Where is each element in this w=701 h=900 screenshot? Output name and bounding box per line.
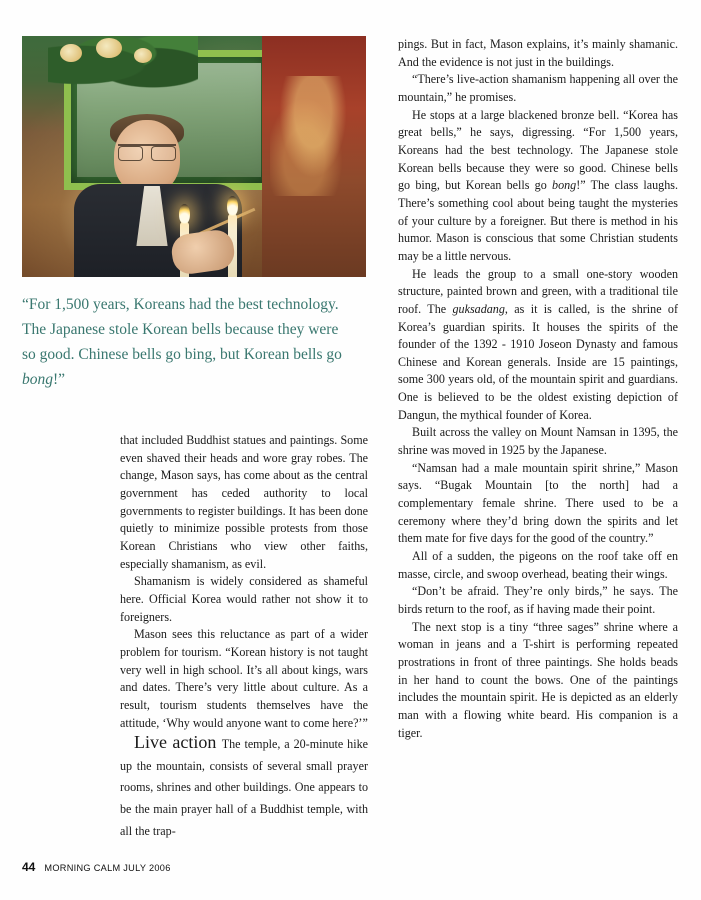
paragraph: “Don’t be afraid. They’re only birds,” he says. The birds return to the roof, as if having made their point. — [398, 584, 678, 616]
paragraph: Mason sees this reluctance as part of a wider problem for tourism. “Korean history is not taught very well in high school. It’s all about kings, wars and dates. There’s very little about culture. As a result, tourism students themselves have the attitude, ‘Why would anyone want to come here?’” — [120, 627, 368, 730]
paragraph: “Namsan had a male mountain spirit shrine,” Mason says. “Bugak Mountain [to the north] had a complementary female shrine. There used to be a ceremony where they’d bring down the spirits and let them mate for five days for the good of the country.” — [398, 460, 678, 546]
subhead-label: Live action — [134, 732, 217, 753]
paragraph: Shamanism is widely considered as shameful here. Official Korea would rather not show it to foreigners. — [120, 574, 368, 624]
paragraph: “There’s live-action shamanism happening all over the mountain,” he promises. — [398, 72, 678, 104]
article-photo — [22, 36, 366, 277]
temple-mural-panel — [262, 36, 366, 277]
flame-icon — [227, 196, 238, 216]
paragraph: He leads the group to a small one-story wooden structure, painted brown and green, with a traditional tile roof. The guksadang, as it is called, is the shrine of Korea’s guardian spirits. It houses the spirits of the founder of the 1392 - 1910 Joseon Dynasty and famous Chinese and Korean generals. Inside are 15 paintings, some 300 years old, of the mountain spirit and guardians. One is believed to be the oldest existing depiction of Dangun, the mythical founder of Korea. — [398, 266, 679, 422]
section-subhead — [120, 732, 368, 840]
paragraph: pings. But in fact, Mason explains, it’s mainly shamanic. And the evidence is not just in the buildings. — [398, 37, 678, 69]
page-footer — [22, 860, 171, 874]
paragraph: The next stop is a tiny “three sages” shrine where a woman in jeans and a T-shirt is performing repeated prostrations in front of three paintings. She holds beads in her hand to count the bows. One of the paintings includes the mountain spirit. He is depicted as an elderly man with a flowing white beard. His companion is a tiger. — [398, 619, 678, 740]
page-number: 44 — [22, 860, 36, 874]
paragraph: He stops at a large blackened bronze bell. “Korea has great bells,” he says, digressing. “For 1,500 years, Koreans had the best technology. The Japanese stole Korean bells because they were so good. Chinese bells go bing, but Korean bells go bong!” The class laughs. There’s something cool about being taught the mysteries of your culture by a foreigner. But there is method in his humor. Mason is conscious that some Christian students may be a little nervous. — [398, 107, 678, 263]
publication-line: MORNING CALM JULY 2006 — [44, 863, 171, 873]
photo-background — [22, 36, 366, 277]
flower-icon — [96, 38, 122, 58]
right-text-column — [398, 36, 678, 742]
subhead-body: The temple, a 20-minute hike up the mountain, consists of several small prayer rooms, shrines and other buildings. One appears to be the main prayer hall of a Buddhist temple, with all the trap- — [120, 737, 369, 838]
flame-icon — [179, 204, 190, 224]
paragraph: Built across the valley on Mount Namsan in 1395, the shrine was moved in 1925 by the Japanese. — [398, 425, 678, 458]
left-text-column — [120, 432, 368, 840]
flower-icon — [60, 44, 82, 62]
paragraph: that included Buddhist statues and paintings. Some even shaved their heads and wore gray robes. The change, Mason says, has come about as the central government has ceded authority to local governments to register buildings. It has been done quietly to minimize possible protests from those Korean Christians who view other faiths, especially shamanism, as evil. — [120, 433, 368, 571]
paragraph: All of a sudden, the pigeons on the roof take off en masse, circle, and swoop overhead, beating their wings. — [398, 549, 678, 581]
pull-quote: “For 1,500 years, Koreans had the best technology. The Japanese stole Korean bells because they were so good. Chinese bells go bing, but Korean bells go bong!” — [22, 296, 342, 389]
glasses-icon — [118, 144, 176, 159]
flower-icon — [134, 48, 152, 63]
